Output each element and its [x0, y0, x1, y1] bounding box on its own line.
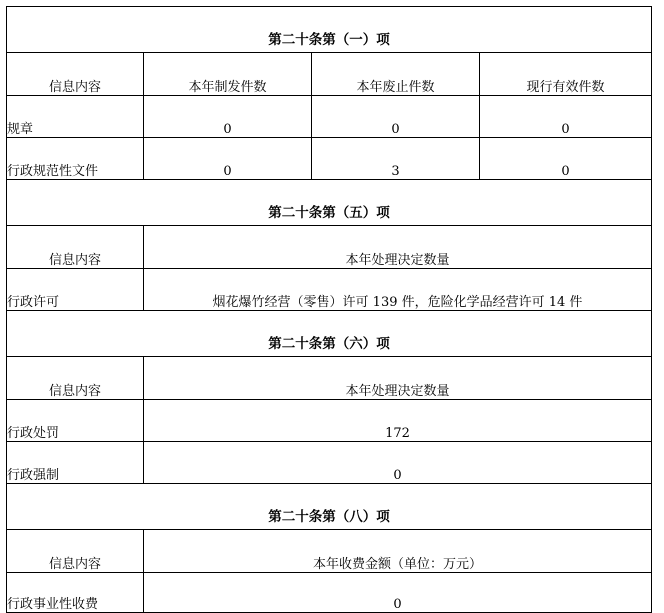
table-row: [7, 96, 652, 138]
section-title-row: [7, 180, 652, 226]
column-header-count: 本年处理决定数量: [144, 357, 652, 400]
row-label: 行政规范性文件: [7, 138, 144, 180]
header-row: [7, 53, 652, 96]
table-row: [7, 573, 652, 613]
section-title-row: [7, 311, 652, 357]
cell-value: 0: [144, 573, 652, 613]
cell-value: 3: [312, 138, 480, 180]
cell-value: 烟花爆竹经营（零售）许可 139 件，危险化学品经营许可 14 件: [144, 269, 652, 311]
table-row: [7, 442, 652, 484]
table-row: [7, 400, 652, 442]
column-header-valid: 现行有效件数: [480, 53, 652, 96]
table-row: [7, 138, 652, 180]
cell-value: 0: [312, 96, 480, 138]
column-header-info: 信息内容: [7, 357, 144, 400]
row-label: 规章: [7, 96, 144, 138]
column-header-repealed: 本年废止件数: [312, 53, 480, 96]
section-title-row: [7, 7, 652, 53]
section-title: 第二十条第（八）项: [7, 484, 652, 530]
column-header-count: 本年处理决定数量: [144, 226, 652, 269]
row-label: 行政处罚: [7, 400, 144, 442]
disclosure-table: [6, 6, 652, 613]
section-title: 第二十条第（一）项: [7, 7, 652, 53]
section-title: 第二十条第（六）项: [7, 311, 652, 357]
section-title: 第二十条第（五）项: [7, 180, 652, 226]
column-header-amount: 本年收费金额（单位：万元）: [144, 530, 652, 573]
column-header-issued: 本年制发件数: [144, 53, 312, 96]
section-title-row: [7, 484, 652, 530]
header-row: [7, 530, 652, 573]
cell-value: 0: [144, 96, 312, 138]
header-row: [7, 357, 652, 400]
column-header-info: 信息内容: [7, 530, 144, 573]
cell-value: 0: [480, 96, 652, 138]
row-label: 行政许可: [7, 269, 144, 311]
column-header-info: 信息内容: [7, 53, 144, 96]
row-label: 行政事业性收费: [7, 573, 144, 613]
cell-value: 0: [144, 442, 652, 484]
header-row: [7, 226, 652, 269]
row-label: 行政强制: [7, 442, 144, 484]
cell-value: 172: [144, 400, 652, 442]
cell-value: 0: [480, 138, 652, 180]
column-header-info: 信息内容: [7, 226, 144, 269]
table-row: [7, 269, 652, 311]
cell-value: 0: [144, 138, 312, 180]
